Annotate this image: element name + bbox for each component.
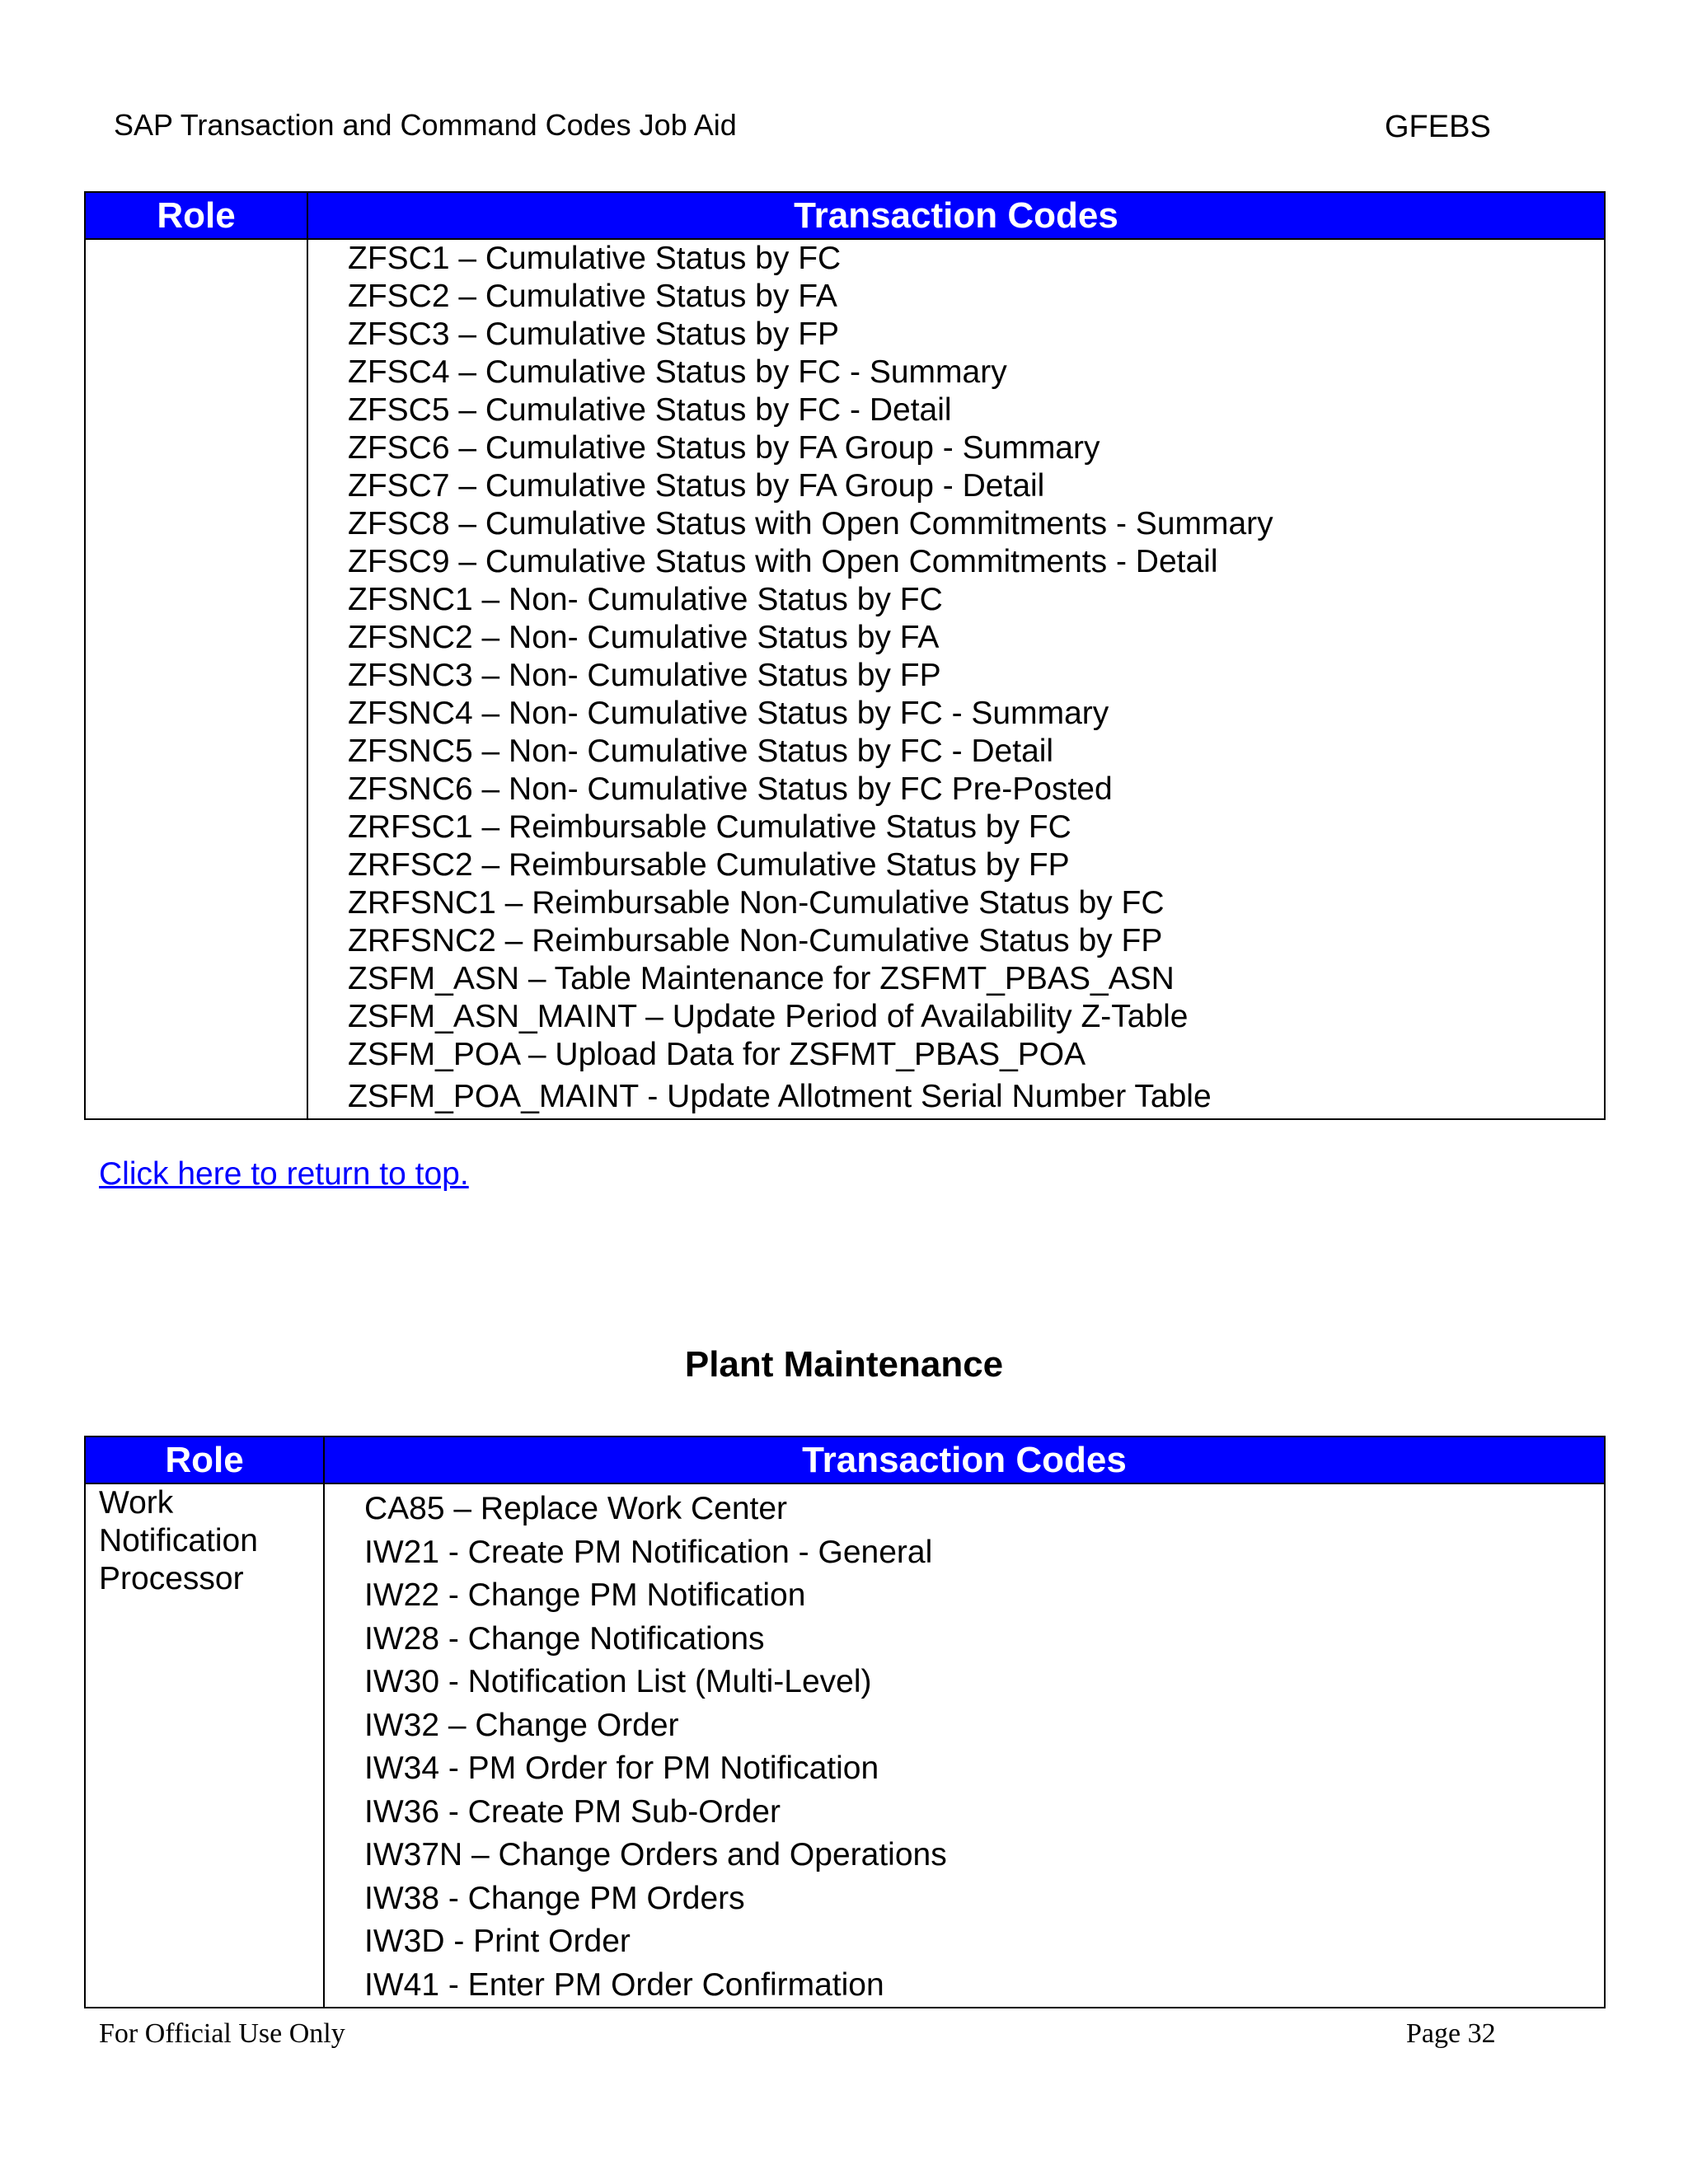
table-row xyxy=(85,239,1605,1119)
transaction-codes-table-funds xyxy=(84,191,1606,1120)
table-row xyxy=(85,1483,1605,2008)
transaction-code-item: ZSFM_POA – Upload Data for ZSFMT_PBAS_POA xyxy=(348,1037,1086,1072)
role-column-header: Role xyxy=(85,192,307,239)
document-title: SAP Transaction and Command Codes Job Aid xyxy=(114,108,737,142)
transaction-code-item: ZFSC4 – Cumulative Status by FC - Summary xyxy=(348,354,1007,390)
transaction-code-item: ZSFM_ASN – Table Maintenance for ZSFMT_PBAS_ASN xyxy=(348,961,1175,996)
role-column-header: Role xyxy=(85,1436,324,1483)
table-header-row xyxy=(85,192,1605,239)
transaction-code-item: IW38 - Change PM Orders xyxy=(364,1880,745,1916)
transaction-code-item: ZFSC8 – Cumulative Status with Open Commitments - Summary xyxy=(348,506,1273,541)
transaction-code-item: ZFSC7 – Cumulative Status by FA Group - Detail xyxy=(348,468,1045,504)
transaction-code-item: ZFSNC2 – Non- Cumulative Status by FA xyxy=(348,620,940,655)
transaction-code-item: IW22 - Change PM Notification xyxy=(364,1577,806,1613)
transaction-code-item: ZFSC2 – Cumulative Status by FA xyxy=(348,279,837,314)
transaction-code-item: IW30 - Notification List (Multi-Level) xyxy=(364,1664,872,1699)
codes-cell xyxy=(307,239,1605,1119)
transaction-codes-table-plant-maintenance xyxy=(84,1436,1606,2008)
transaction-code-item: ZRFSNC1 – Reimbursable Non-Cumulative Status by FC xyxy=(348,885,1165,921)
transaction-code-item: ZSFM_POA_MAINT - Update Allotment Serial Number Table xyxy=(348,1079,1212,1114)
transaction-code-item: IW37N – Change Orders and Operations xyxy=(364,1837,947,1872)
transaction-code-item: ZFSNC5 – Non- Cumulative Status by FC - Detail xyxy=(348,733,1054,769)
transaction-code-item: IW21 - Create PM Notification - General xyxy=(364,1534,933,1570)
section-title: Plant Maintenance xyxy=(684,1344,1004,1385)
codes-column-header: Transaction Codes xyxy=(324,1436,1605,1483)
role-cell: Work Notification Processor xyxy=(85,1483,324,2008)
footer-classification: For Official Use Only xyxy=(99,2018,345,2049)
return-to-top-link[interactable]: Click here to return to top. xyxy=(99,1156,469,1192)
transaction-code-item: IW3D - Print Order xyxy=(364,1924,631,1959)
transaction-code-item: IW32 – Change Order xyxy=(364,1707,679,1743)
transaction-code-item: IW36 - Create PM Sub-Order xyxy=(364,1793,781,1830)
transaction-code-item: ZFSC9 – Cumulative Status with Open Commitments - Detail xyxy=(348,544,1218,579)
transaction-code-item: ZFSNC6 – Non- Cumulative Status by FC Pre-Posted xyxy=(348,771,1113,807)
table-header-row xyxy=(85,1436,1605,1483)
transaction-code-item: IW34 - PM Order for PM Notification xyxy=(364,1750,879,1786)
transaction-code-item: ZFSC3 – Cumulative Status by FP xyxy=(348,316,840,352)
transaction-code-item: ZFSNC1 – Non- Cumulative Status by FC xyxy=(348,582,943,617)
transaction-code-item: IW28 - Change Notifications xyxy=(364,1620,765,1657)
role-cell xyxy=(85,239,307,1119)
transaction-code-item: IW41 - Enter PM Order Confirmation xyxy=(364,1966,884,2003)
transaction-code-item: ZFSC5 – Cumulative Status by FC - Detail xyxy=(348,392,952,428)
transaction-code-item: ZFSNC4 – Non- Cumulative Status by FC - Summary xyxy=(348,696,1109,731)
transaction-code-item: ZRFSC1 – Reimbursable Cumulative Status by FC xyxy=(348,809,1071,845)
page-number: Page 32 xyxy=(1406,2018,1496,2049)
codes-column-header: Transaction Codes xyxy=(307,192,1605,239)
codes-cell xyxy=(324,1483,1605,2008)
transaction-code-item: ZFSC1 – Cumulative Status by FC xyxy=(348,241,842,276)
transaction-code-item: ZFSNC3 – Non- Cumulative Status by FP xyxy=(348,658,941,693)
transaction-code-item: ZSFM_ASN_MAINT – Update Period of Availability Z-Table xyxy=(348,999,1189,1034)
transaction-code-item: CA85 – Replace Work Center xyxy=(364,1491,788,1526)
system-name: GFEBS xyxy=(1385,110,1491,144)
transaction-code-item: ZRFSNC2 – Reimbursable Non-Cumulative Status by FP xyxy=(348,923,1163,958)
transaction-code-item: ZFSC6 – Cumulative Status by FA Group - Summary xyxy=(348,430,1100,466)
transaction-code-item: ZRFSC2 – Reimbursable Cumulative Status by FP xyxy=(348,847,1070,883)
